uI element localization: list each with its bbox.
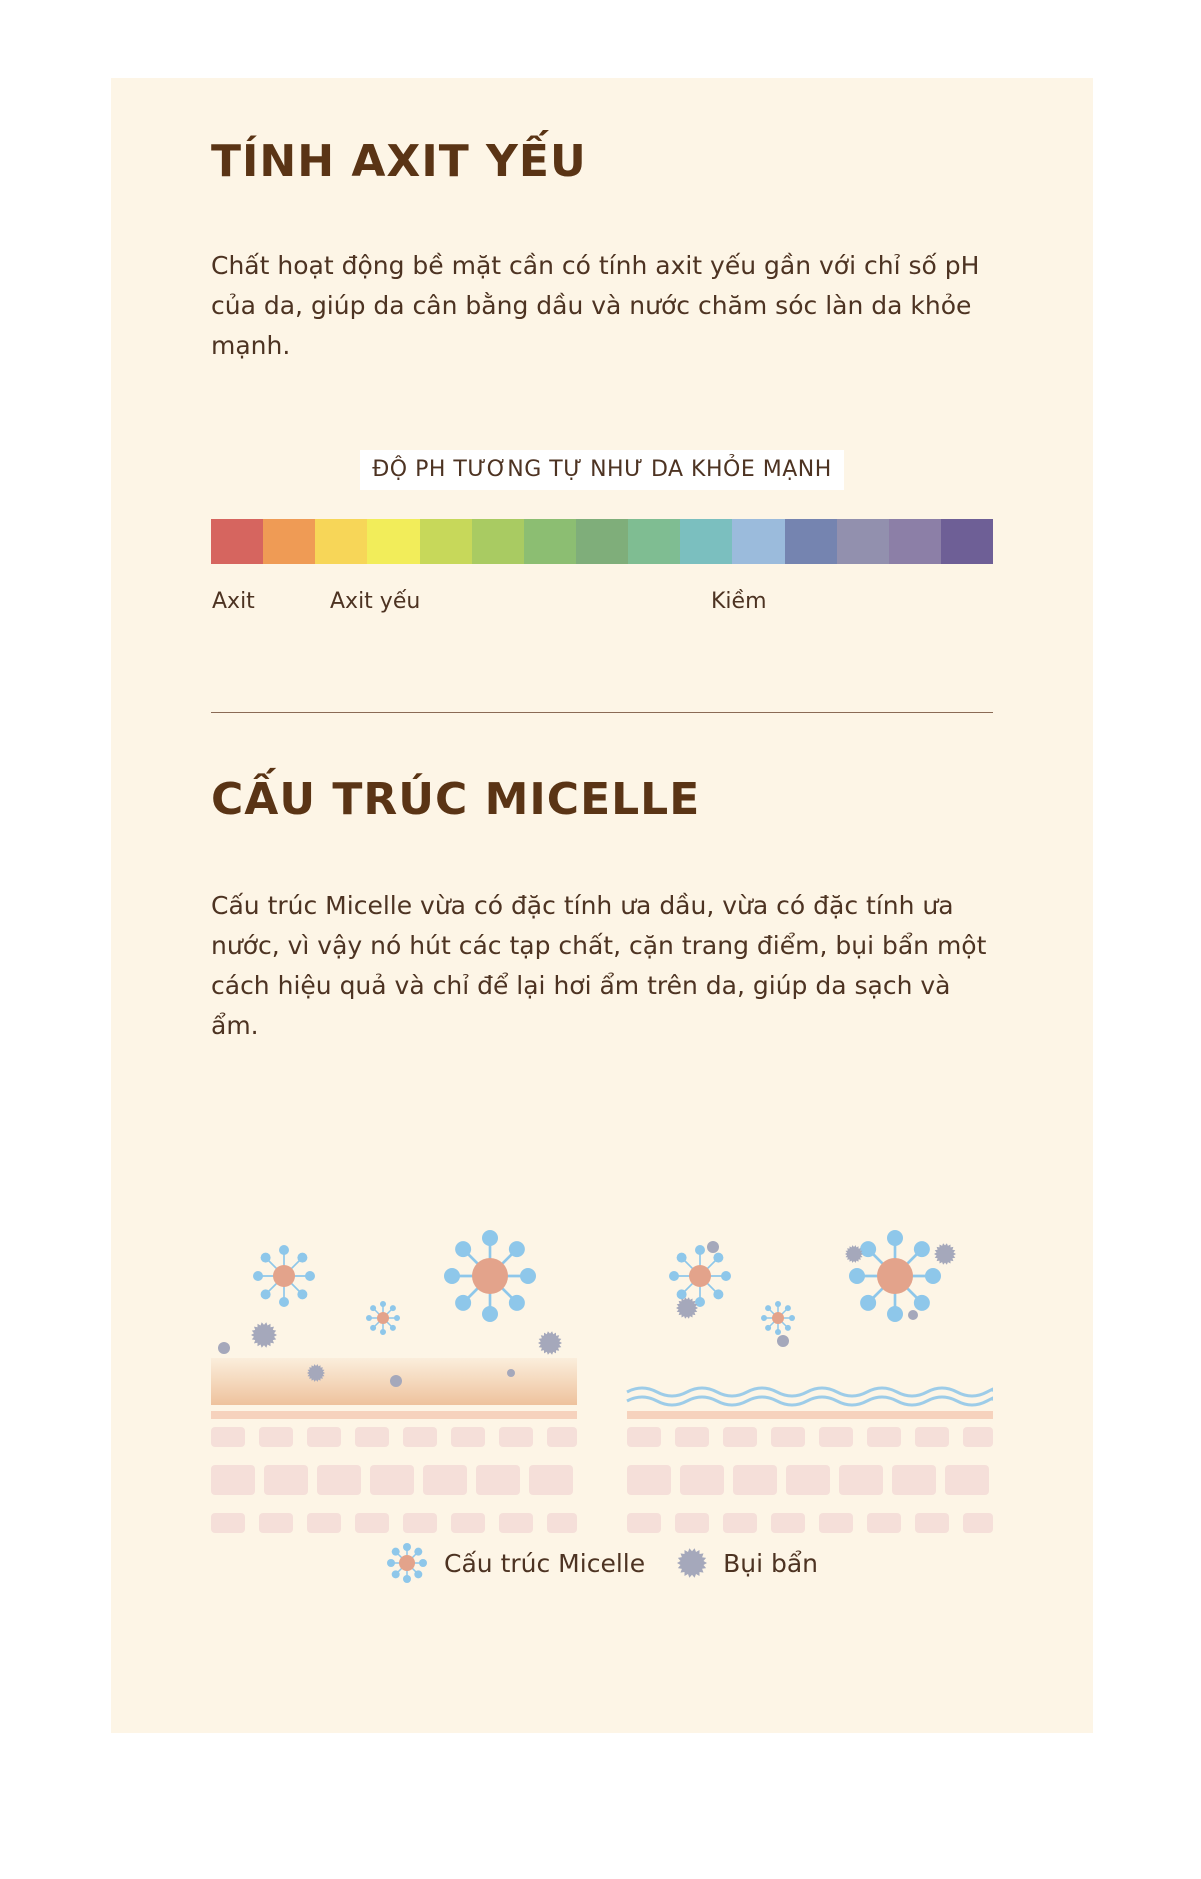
ph-segment [420, 519, 472, 564]
skin-cell [867, 1427, 901, 1447]
skin-cell [355, 1427, 389, 1447]
ph-segment [472, 519, 524, 564]
skin-cell [403, 1427, 437, 1447]
skin-cell [264, 1465, 308, 1495]
skin-cell [627, 1427, 661, 1447]
dirt-particle [218, 1342, 230, 1354]
skin-cell [627, 1513, 661, 1533]
skin-cell [259, 1427, 293, 1447]
skin-cell [307, 1427, 341, 1447]
micelle-illustration [211, 1143, 993, 1543]
skin-cell [403, 1513, 437, 1533]
micelle [253, 1245, 315, 1307]
ph-segment [211, 519, 263, 564]
skin-cell [211, 1513, 245, 1533]
legend-dirt-label: Bụi bẩn [723, 1548, 819, 1578]
micelle [849, 1230, 941, 1322]
skin-cell [317, 1465, 361, 1495]
skin-cell [819, 1513, 853, 1533]
skin-cell [819, 1427, 853, 1447]
dirt-particle [676, 1297, 698, 1319]
dirt-particle [908, 1310, 918, 1320]
skin-cell [423, 1465, 467, 1495]
skin-cell [915, 1427, 949, 1447]
ph-tick-alkaline: Kiềm [711, 589, 767, 614]
dirt-particle [538, 1331, 562, 1355]
skin-cell [723, 1427, 757, 1447]
skin-surface-line [627, 1411, 993, 1419]
skin-cell [892, 1465, 936, 1495]
micelle [669, 1245, 731, 1307]
weak-acid-heading: TÍNH AXIT YẾU [211, 136, 587, 187]
skin-cell [451, 1513, 485, 1533]
skin-cell [839, 1465, 883, 1495]
skin-cell [915, 1513, 949, 1533]
dirt-particle [677, 1548, 707, 1578]
weak-acid-description: Chất hoạt động bề mặt cần có tính axit yếu gần với chỉ số pH của da, giúp da cân bằng dầu và nước chăm sóc làn da khỏe mạnh. [211, 251, 980, 360]
skin-cell [355, 1513, 389, 1533]
skin-cell [771, 1513, 805, 1533]
moisture-wave [627, 1397, 993, 1405]
micelle [387, 1543, 427, 1583]
ph-segment [837, 519, 889, 564]
ph-segment [889, 519, 941, 564]
skin-cell [211, 1465, 255, 1495]
ph-segment [732, 519, 784, 564]
legend-micelle-label: Cấu trúc Micelle [444, 1548, 646, 1578]
ph-segment [367, 519, 419, 564]
micelle [444, 1230, 536, 1322]
legend-micelle [384, 1540, 645, 1586]
micelle-description: Cấu trúc Micelle vừa có đặc tính ưa dầu, vừa có đặc tính ưa nước, vì vậy nó hút các tạp chất, cặn trang điểm, bụi bẩn một cách hiệu quả và chỉ để lại hơi ẩm trên da, giúp da sạch và ẩm. [211, 891, 987, 1040]
ph-segment [941, 519, 993, 564]
ph-segment [628, 519, 680, 564]
ph-segment [263, 519, 315, 564]
skin-cell [723, 1513, 757, 1533]
ph-segment [524, 519, 576, 564]
dirt-icon [675, 1546, 709, 1580]
skin-cell [259, 1513, 293, 1533]
skin-cell [529, 1465, 573, 1495]
content-card [111, 78, 1093, 1733]
skin-cell [451, 1427, 485, 1447]
skin-surface-line [211, 1411, 577, 1419]
skin-cell [733, 1465, 777, 1495]
ph-scale-label: ĐỘ PH TƯƠNG TỰ NHƯ DA KHỎE MẠNH [360, 450, 844, 490]
skin-cell [476, 1465, 520, 1495]
skin-cell [370, 1465, 414, 1495]
micelle-icon [384, 1540, 430, 1586]
skin-cell [211, 1427, 245, 1447]
skin-cell [786, 1465, 830, 1495]
skin-cell [867, 1513, 901, 1533]
dirt-particle [507, 1369, 515, 1377]
ph-tick-acid: Axit [212, 589, 255, 614]
skin-cell [307, 1513, 341, 1533]
skin-cell [945, 1465, 989, 1495]
dirt-particle [251, 1322, 277, 1348]
clean-skin-panel [627, 1388, 993, 1533]
dirt-particle [390, 1375, 402, 1387]
skin-cell [627, 1465, 671, 1495]
skin-cell [771, 1427, 805, 1447]
ph-tick-weak-acid: Axit yếu [330, 589, 421, 614]
skin-cell [680, 1465, 724, 1495]
ph-scale-bar [211, 519, 993, 564]
ph-segment [680, 519, 732, 564]
legend [384, 1538, 848, 1588]
skin-cell [675, 1427, 709, 1447]
dirt-particle [777, 1335, 789, 1347]
micelle [761, 1301, 795, 1335]
skin-cell [963, 1427, 993, 1447]
skin-cell [547, 1427, 577, 1447]
ph-segment [576, 519, 628, 564]
section-divider [211, 712, 993, 713]
skin-cell [547, 1513, 577, 1533]
dirt-particle [934, 1243, 956, 1265]
ph-segment [315, 519, 367, 564]
skin-cell [675, 1513, 709, 1533]
skin-cell [499, 1513, 533, 1533]
skin-cell [963, 1513, 993, 1533]
dirt-particle [707, 1241, 719, 1253]
ph-segment [785, 519, 837, 564]
legend-dirt [675, 1546, 818, 1580]
micelle [366, 1301, 400, 1335]
skin-cell [499, 1427, 533, 1447]
skin-cells [627, 1427, 993, 1533]
moisture-wave [627, 1388, 993, 1396]
micelle-heading: CẤU TRÚC MICELLE [211, 774, 701, 825]
skin-cells [211, 1427, 577, 1533]
